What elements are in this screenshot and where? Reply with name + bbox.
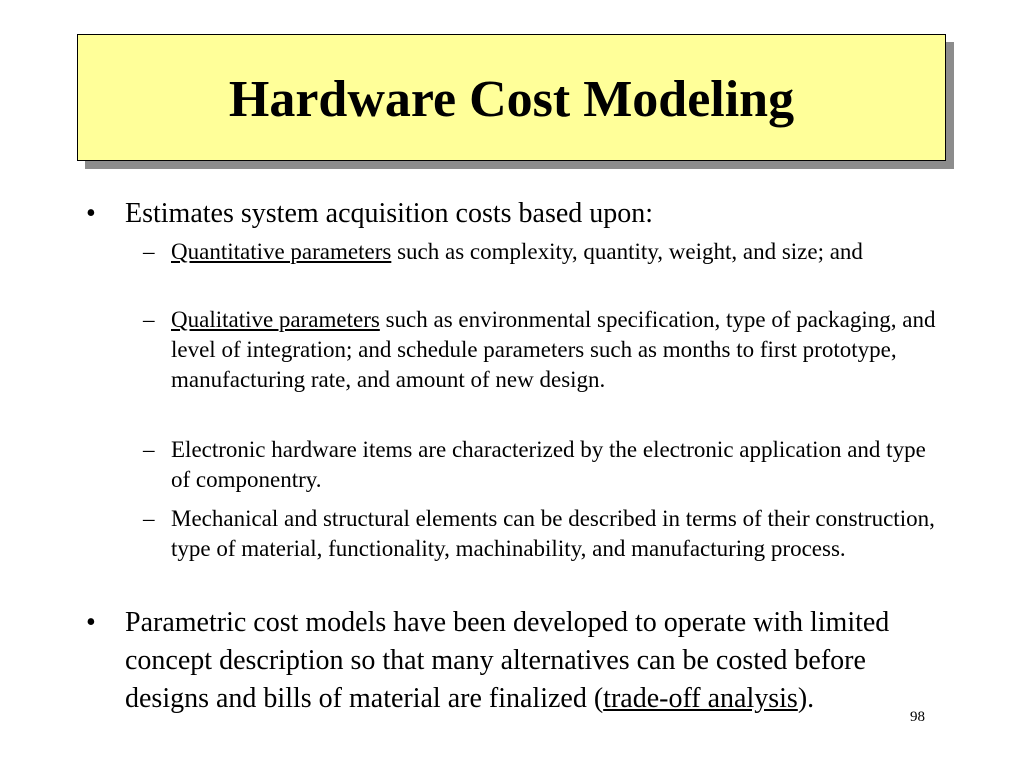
bullet-body-end: ). — [797, 683, 815, 714]
sub-bullet-text: Electronic hardware items are characterized by the electronic application and type of componentry. — [171, 437, 926, 492]
page-number: 98 — [910, 709, 925, 725]
sub-bullet-marker: – — [143, 307, 155, 332]
sub-bullet-marker: – — [143, 437, 155, 462]
slide-title: Hardware Cost Modeling — [228, 70, 795, 128]
bullet-marker: • — [86, 607, 96, 638]
underlined-term: trade-off analysis — [603, 683, 798, 714]
sub-bullet-text — [171, 237, 946, 267]
bullet-marker: • — [86, 198, 96, 229]
sub-bullet-body: such as environmental specification, type of packaging, and level of integration; and schedule parameters such as months to first prototype, manufacturing rate, and amount of new design. — [171, 307, 936, 392]
sub-bullet-body: such as complexity, quantity, weight, and size; and — [391, 239, 863, 264]
underlined-term: Qualitative parameters — [171, 307, 380, 332]
sub-bullet-text — [171, 305, 946, 395]
sub-bullet-text: Mechanical and structural elements can be described in terms of their construction, type of material, functionality, machinability, and manufacturing process. — [171, 506, 935, 561]
sub-bullet-marker: – — [143, 239, 155, 264]
bullet-text: Estimates system acquisition costs based upon: — [125, 198, 654, 229]
bullet-text — [125, 604, 925, 718]
underlined-term: Quantitative parameters — [171, 239, 392, 264]
bullet-body: Parametric cost models have been developed to operate with limited concept description so that many alternatives can be costed before designs and bills of material are finalized ( — [125, 607, 890, 714]
sub-bullet-marker: – — [143, 506, 155, 531]
